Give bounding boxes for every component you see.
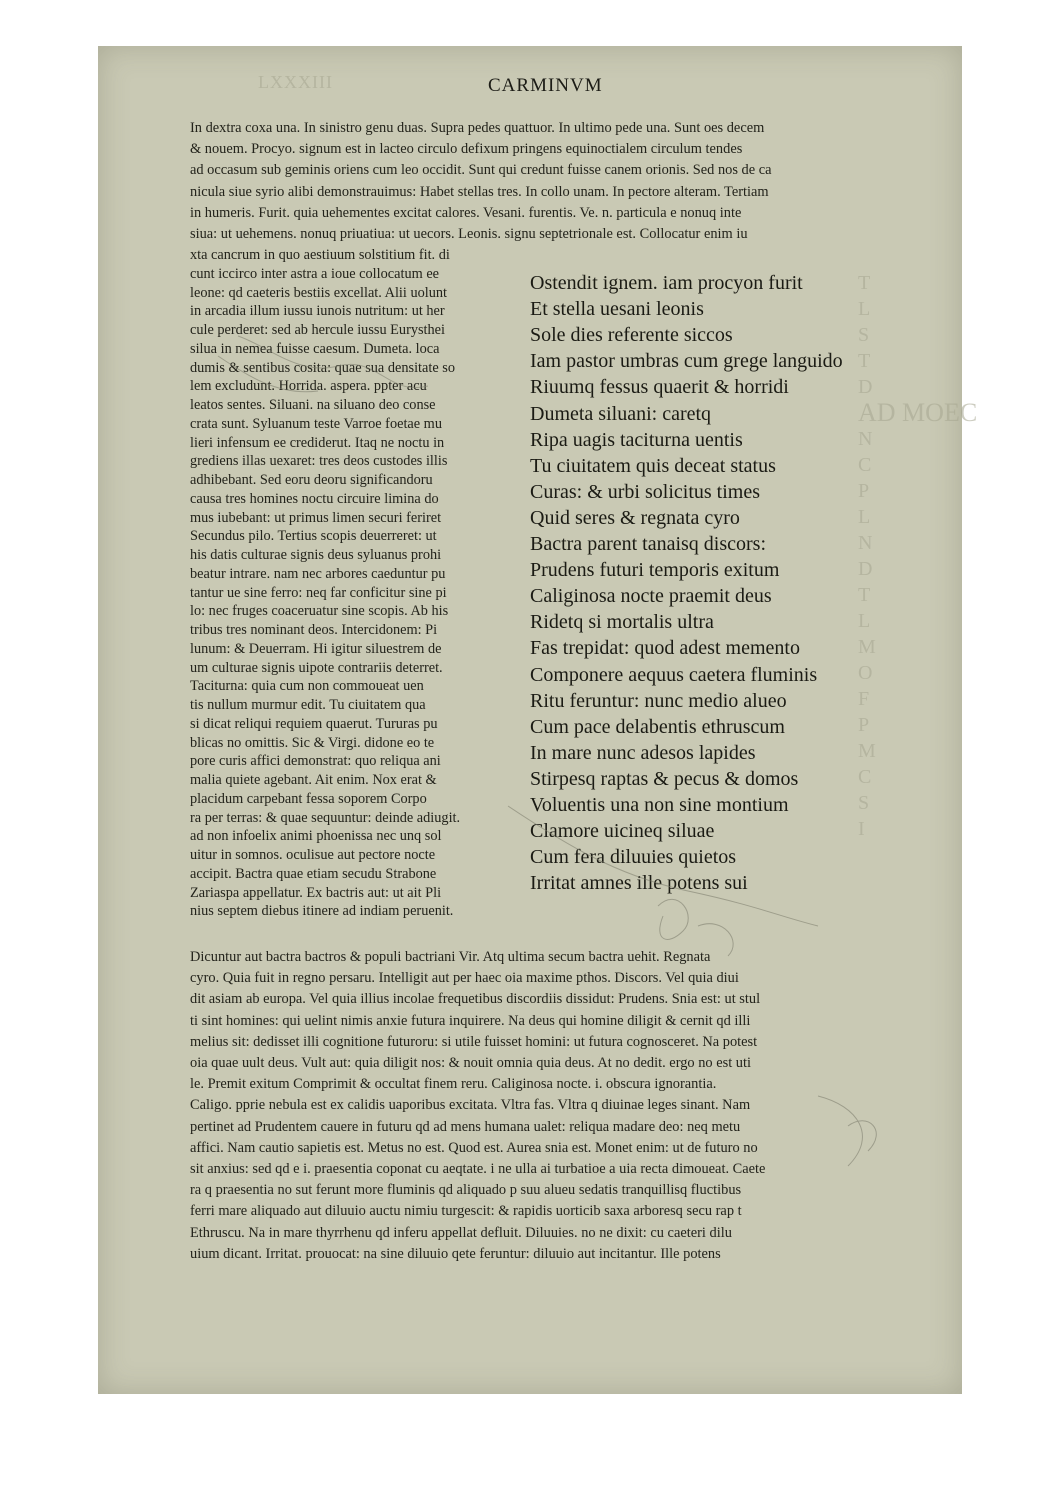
commentary-line: ra per terras: & quae sequuntur: deinde adiugit. [190,809,461,826]
verse-line: Curas: & urbi solicitus times [530,480,760,503]
verse-line: Clamore uicineq siluae [530,820,715,843]
commentary-line: malia quiete agebant. Ait enim. Nox erat & [190,772,437,788]
commentary-line: le. Premit exitum Comprimit & occultat finem reru. Caliginosa nocte. i. obscura ignorantia. [190,1076,717,1093]
commentary-line: pore curis affici demonstrat: quo reliqua ani [190,753,441,770]
commentary-line: siua: ut uehemens. nonuq priuatiua: ut uecors. Leonis. signu septetrionale est. Collocatur enim iu [190,226,748,242]
commentary-line: ti sint homines: qui uelint nimis anxie futura inquirere. Na deus qui homine diligit & cernit qd illi [190,1012,751,1029]
commentary-line: crata sunt. Syluanum teste Varroe foetae mu [190,415,442,432]
commentary-line: Ethruscu. Na in mare thyrrhenu qd inferu appellat defluit. Diluuies. no ne dixit: cu caeteri dilu [190,1224,732,1241]
verse-line: Riuumq fessus quaerit & horridi [530,376,789,399]
commentary-line: accipit. Bactra quae etiam secudu Strabone [190,865,437,882]
verse-line: Prudens futuri temporis exitum [530,559,780,582]
commentary-line: affici. Nam cautio sapietis est. Metus no est. Quod est. Aurea snia est. Monet enim: ut de futuro no [190,1139,758,1156]
commentary-line: cunt iccirco inter astra a ioue collocatum ee [190,265,440,282]
verse-line: Et stella uesani leonis [530,298,704,321]
verse-line: Dumeta siluani: caretq [530,402,712,425]
commentary-line: in arcadia illum iussu iunois nutritum: ut her [190,303,445,320]
show-through-letter: T [858,272,871,294]
verse-line: Ridetq si mortalis ultra [530,611,714,634]
verse-line: Ripa uagis taciturna uentis [530,428,743,451]
commentary-line: oia quae uult deus. Vult aut: quia diligit nos: & nouit omnia quia deus. At no dedit. ergo no est uti [190,1055,751,1071]
commentary-line: nicula siue syrio alibi demonstrauimus: Habet stellas tres. In collo unam. In pectore alteram. Tertiam [190,183,769,200]
verse-line: Irritat amnes ille potens sui [530,872,748,895]
verse-line: Fas trepidat: quod adest memento [530,637,800,660]
verse-line: Bactra parent tanaisq discors: [530,533,767,555]
commentary-line: lieri infensum ee crediderut. Itaq ne noctu in [190,434,445,451]
show-through-letter: P [858,480,870,502]
book-page [98,46,978,1394]
show-through-letter: T [858,584,871,606]
commentary-line: um culturae signis uipote contrariis deterret. [190,659,443,676]
verse-line: Stirpesq raptas & pecus & domos [530,767,799,790]
commentary-line: tribus tres nominant deos. Intercidonem: Pi [190,622,438,638]
show-through-letter: M [858,636,876,658]
show-through-letter: M [858,740,876,762]
verse-line: In mare nunc adesos lapides [530,741,756,764]
commentary-line: lo: nec fruges coaceruatur sine scopis. Ab his [190,603,449,620]
commentary-line: ad non infoelix animi phoenissa nec unq sol [190,828,442,845]
commentary-line: his datis culturae signis deus syluanus prohi [190,547,442,563]
commentary-line: melius sit: dedisset illi cognitione futuroru: si utile fuisset homini: ut futura cognosceret. Na potest [190,1033,758,1050]
show-through-letter: I [858,818,865,840]
commentary-line: tis nullum murmur edit. Tu ciuitatem qua [190,697,426,713]
commentary-line: Caligo. pprie nebula est ex calidis uaporibus excitata. Vltra fas. Vltra q diuinae leges sinant. Nam [190,1097,751,1114]
running-header: CARMINVM [488,75,603,96]
commentary-line: in humeris. Furit. quia uehementes excitat calores. Vesani. furentis. Ve. n. particula e nonuq inte [190,204,742,221]
commentary-line: placidum carpebant fessa soporem Corpo [190,790,427,807]
commentary-line: lem excludunt. Horrida. aspera. ppter acu [190,378,427,395]
show-through-header: LXXXIII [258,72,333,92]
commentary-line: Taciturna: quia cum non commoueat uen [190,678,424,695]
commentary-line: silua in nemea fuisse caesum. Dumeta. loca [190,340,440,357]
show-through-letter: N [858,532,873,554]
verse-line: Componere aequus caetera fluminis [530,663,818,686]
commentary-line: adhibebant. Sed eoru deoru significandoru [190,472,433,488]
verse-line: Cum fera diluuies quietos [530,846,737,869]
commentary-line: pertinet ad Prudentem cauere in futuru qd ad mens humana ualet: reliqua madare deo: neq metu [190,1118,741,1135]
commentary-line: beatur intrare. nam nec arbores caeduntur pu [190,565,446,582]
verse-line: Sole dies referente siccos [530,324,733,347]
verse-line: Quid seres & regnata cyro [530,506,740,529]
commentary-line: cyro. Quia fuit in regno persaru. Intelligit aut per haec oia maxime pthos. Discors. Vel quia diui [190,970,739,987]
commentary-line: Dicuntur aut bactra bactros & populi bactriani Vir. Atq ultima secum bactra uehit. Regnata [190,949,711,965]
commentary-line: tantur ue sine ferro: neq far conficitur sine pi [190,584,447,601]
show-through-letter: C [858,454,872,476]
commentary-line: dit asiam ab europa. Vel quia illius incolae frequetibus discordiis dissidut: Prudens. Snia est: ut stul [190,991,761,1008]
show-through-letter: S [858,324,870,346]
verse-line: Cum pace delabentis ethruscum [530,715,785,738]
verse-line: Iam pastor umbras cum grege languido [530,350,843,373]
commentary-line: dumis & sentibus cosita: quae sua densitate so [190,359,455,376]
commentary-line: In dextra coxa una. In sinistro genu duas. Supra pedes quattuor. In ultimo pede una. Sunt oes decem [190,120,765,136]
verse-line: Voluentis una non sine montium [530,794,789,816]
commentary-line: grediens illas uexaret: tres deos custodes illis [190,453,448,470]
verse-line: Tu ciuitatem quis deceat status [530,454,776,477]
show-through-letter: D [858,558,873,580]
commentary-line: Secundus pilo. Tertius scopis deuerreret: ut [190,528,437,545]
show-through-letter: L [858,506,871,528]
commentary-line: cule perderet: sed ab hercule iussu Eurysthei [190,322,446,338]
show-through-letter: AD MOEC [858,398,978,427]
commentary-line: sit anxius: sed qd e i. praesentia coponat cu aeqtate. i ne ulla ai turbatioe a uia recta dimoueat. Caete [190,1161,766,1177]
commentary-line: uitur in somnos. oculisue aut pectore nocte [190,847,436,863]
commentary-line: ferri mare aliquado aut diluuio auctu nimiu turgescit: & rapidis uorticib saxa arboresq secu rap t [190,1203,742,1220]
commentary-line: blicas no omittis. Sic & Virgi. didone eo te [190,734,435,751]
show-through-letter: P [858,714,870,736]
commentary-line: lunum: & Deuerram. Hi igitur siluestrem de [190,640,442,657]
show-through-letter: L [858,298,871,320]
show-through-letter: O [858,662,873,684]
show-through-letter: D [858,376,873,398]
commentary-line: & nouem. Procyo. signum est in lacteo circulo defixum pringens equinoctialem circulum tendes [190,141,743,158]
show-through-letter: N [858,428,873,450]
commentary-line: causa tres homines noctu circuire limina do [190,490,439,507]
verse-line: Caliginosa nocte praemit deus [530,585,772,608]
verse-line: Ostendit ignem. iam procyon furit [530,272,803,294]
show-through-letter: C [858,766,872,788]
commentary-line: mus iubebant: ut primus limen securi feriret [190,509,442,526]
show-through-letter: S [858,792,870,814]
show-through-letter: T [858,350,871,372]
commentary-line: leone: qd caeteris bestiis excellat. Alii uolunt [190,284,448,301]
commentary-line: ra q praesentia no sut ferunt more fluminis qd aliquado p suu alueu sedatis tranquillisq fluctibus [190,1182,742,1199]
commentary-line: leatos sentes. Siluani. na siluano deo conse [190,397,436,413]
commentary-line: nius septem diebus itinere ad indiam peruenit. [190,903,454,920]
commentary-line: Zariaspa appellatur. Ex bactris aut: ut ait Pli [190,884,442,901]
commentary-line: ad occasum sub geminis oriens cum leo occidit. Sunt qui credunt fuisse canem orionis. Sed nos de ca [190,162,772,179]
commentary-line: si dicat reliqui requiem quaerut. Tururas pu [190,715,438,732]
pencil-scribbles [98,46,962,1394]
show-through-letter: L [858,610,871,632]
commentary-line: xta cancrum in quo aestiuum solstitium fit. di [190,247,450,263]
commentary-line: uium dicant. Irritat. prouocat: na sine diluuio qete feruntur: diluuio aut incitantur. Ille potens [190,1245,721,1262]
show-through-letter: F [858,688,870,710]
verse-line: Ritu feruntur: nunc medio alueo [530,689,787,712]
